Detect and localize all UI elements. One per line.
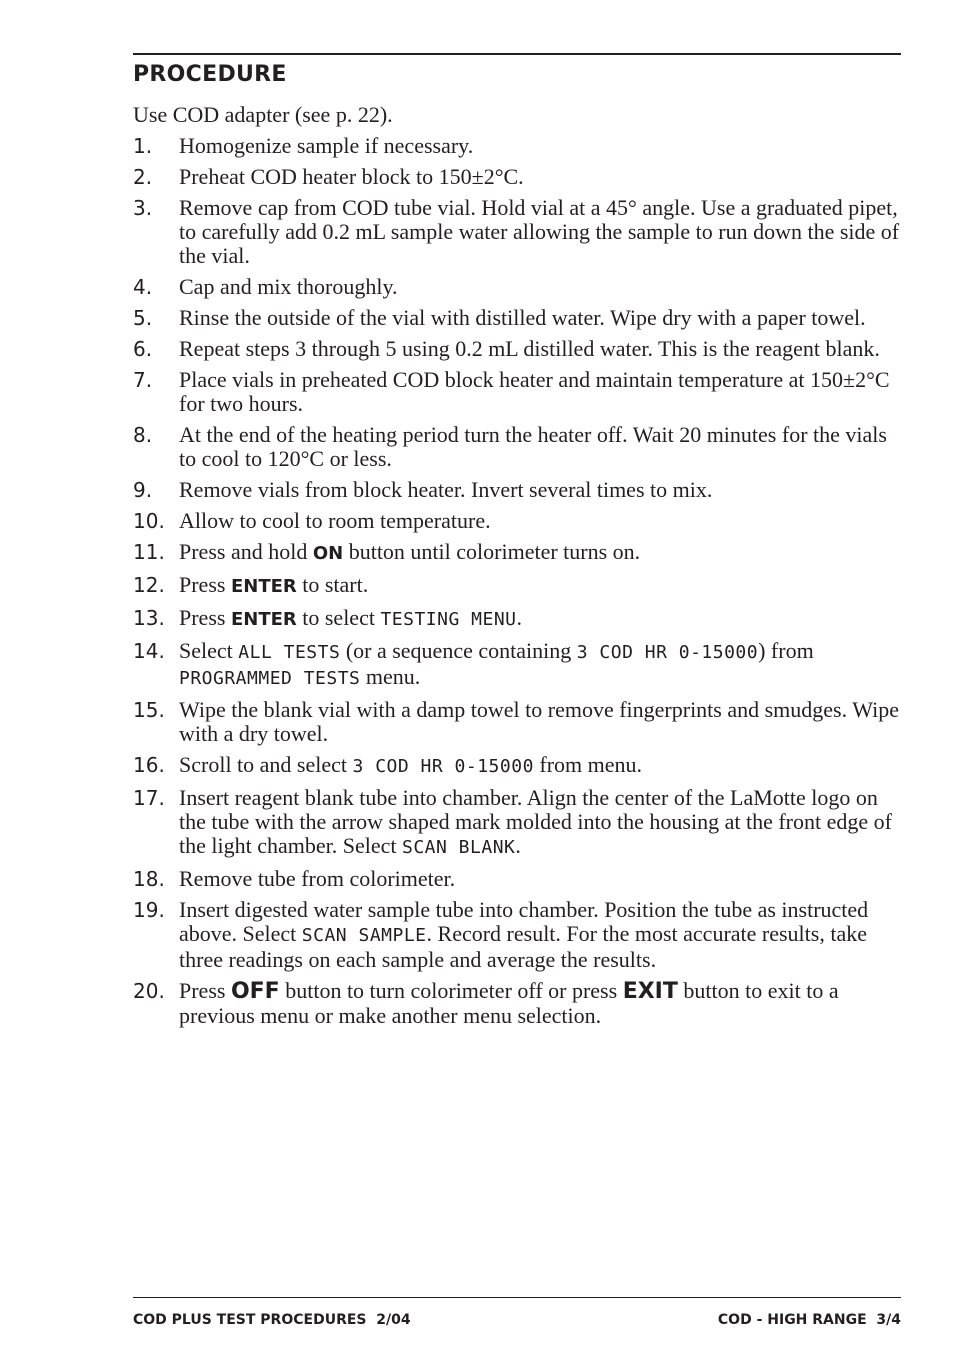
text-run: Press: [179, 572, 231, 597]
display-text: PROGRAMMED TESTS: [179, 668, 361, 689]
button-name: ON: [312, 543, 344, 564]
procedure-step: [133, 134, 901, 158]
text-run: .: [516, 605, 522, 630]
text-run: Remove tube from colorimeter.: [179, 866, 456, 891]
step-text: [179, 897, 868, 972]
step-text: [179, 697, 899, 746]
step-number: 4.: [133, 275, 153, 299]
display-text: 3 COD HR 0-15000: [352, 756, 534, 777]
step-number: 14.: [133, 639, 165, 663]
section-heading: PROCEDURE: [133, 62, 287, 87]
text-run: Repeat steps 3 through 5 using 0.2 mL distilled water. This is the reagent blank.: [179, 336, 880, 361]
step-text: [179, 274, 398, 299]
text-run: from menu.: [533, 752, 643, 777]
step-text: [179, 477, 712, 502]
display-text: SCAN BLANK: [402, 837, 516, 858]
procedure-step: [133, 979, 901, 1028]
step-text: [179, 572, 368, 597]
step-number: 12.: [133, 573, 165, 597]
procedure-step: [133, 165, 901, 189]
step-number: 2.: [133, 165, 153, 189]
step-number: 10.: [133, 509, 165, 533]
text-run: to start.: [296, 572, 369, 597]
text-run: .: [515, 833, 521, 858]
step-number: 11.: [133, 540, 165, 564]
text-run: Insert reagent blank tube into chamber. Align the center of the LaMotte logo on the tube with the arrow shaped mark molded into the housing at the front edge of the light chamber. Select: [179, 785, 892, 858]
top-rule: [133, 53, 901, 55]
procedure-step: [133, 196, 901, 268]
procedure-step: [133, 898, 901, 972]
procedure-step: [133, 639, 901, 691]
step-number: 8.: [133, 423, 153, 447]
procedure-step: [133, 478, 901, 502]
procedure-step: [133, 606, 901, 632]
step-number: 19.: [133, 898, 165, 922]
procedure-step: [133, 275, 901, 299]
text-run: button to exit to a previous menu or make another menu selection.: [179, 978, 839, 1028]
text-run: Homogenize sample if necessary.: [179, 133, 474, 158]
step-number: 16.: [133, 753, 165, 777]
text-run: Press and hold: [179, 539, 313, 564]
procedure-step: [133, 509, 901, 533]
step-text: [179, 605, 522, 630]
procedure-step: [133, 306, 901, 330]
text-run: Scroll to and select: [179, 752, 353, 777]
step-text: [179, 539, 640, 564]
button-name: EXIT: [622, 979, 678, 1004]
procedure-step: [133, 753, 901, 779]
display-text: TESTING MENU: [380, 609, 517, 630]
step-text: [179, 978, 839, 1028]
step-number: 13.: [133, 606, 165, 630]
text-run: button to turn colorimeter off or press: [279, 978, 623, 1003]
text-run: Press: [179, 605, 231, 630]
text-run: . Record result. For the most accurate results, take three readings on each sample and average the results.: [179, 921, 867, 972]
step-text: [179, 195, 899, 268]
step-number: 20.: [133, 979, 165, 1003]
text-run: button until colorimeter turns on.: [343, 539, 641, 564]
footer-left: COD PLUS TEST PROCEDURES 2/04: [133, 1312, 411, 1328]
bottom-rule: [133, 1297, 901, 1298]
procedure-step: [133, 540, 901, 566]
step-number: 1.: [133, 134, 153, 158]
step-text: [179, 638, 814, 689]
button-name: ENTER: [230, 609, 297, 630]
intro-text: Use COD adapter (see p. 22).: [133, 102, 393, 127]
text-run: Allow to cool to room temperature.: [179, 508, 491, 533]
procedure-step: [133, 337, 901, 361]
text-run: menu.: [360, 664, 421, 689]
text-run: Remove vials from block heater. Invert several times to mix.: [179, 477, 713, 502]
text-run: Rinse the outside of the vial with distilled water. Wipe dry with a paper towel.: [179, 305, 866, 330]
text-run: Preheat COD heater block to 150±2°C.: [179, 164, 524, 189]
step-number: 6.: [133, 337, 153, 361]
step-text: [179, 305, 866, 330]
step-text: [179, 752, 642, 777]
procedure-steps: [133, 134, 901, 1035]
step-number: 3.: [133, 196, 153, 220]
step-number: 17.: [133, 786, 165, 810]
text-run: Place vials in preheated COD block heater and maintain temperature at 150±2°C for two hours.: [179, 367, 890, 416]
procedure-step: [133, 786, 901, 860]
text-run: Remove cap from COD tube vial. Hold vial at a 45° angle. Use a graduated pipet, to carefully add 0.2 mL sample water allowing the sample to run down the side of the vial.: [179, 195, 900, 268]
step-text: [179, 336, 880, 361]
step-text: [179, 367, 890, 416]
text-run: Select: [179, 638, 239, 663]
display-text: 3 COD HR 0-15000: [576, 642, 759, 663]
step-number: 15.: [133, 698, 165, 722]
procedure-step: [133, 368, 901, 416]
button-name: ENTER: [230, 576, 297, 597]
step-text: [179, 133, 473, 158]
step-number: 5.: [133, 306, 153, 330]
text-run: Press: [179, 978, 231, 1003]
step-text: [179, 866, 455, 891]
step-text: [179, 785, 892, 858]
footer-right: COD - HIGH RANGE 3/4: [717, 1312, 901, 1328]
step-number: 18.: [133, 867, 165, 891]
step-number: 9.: [133, 478, 153, 502]
text-run: ) from: [758, 638, 814, 663]
step-text: [179, 164, 524, 189]
procedure-step: [133, 573, 901, 599]
procedure-step: [133, 867, 901, 891]
procedure-step: [133, 698, 901, 746]
text-run: Wipe the blank vial with a damp towel to remove fingerprints and smudges. Wipe with a dry towel.: [179, 697, 899, 746]
text-run: Cap and mix thoroughly.: [179, 274, 398, 299]
text-run: At the end of the heating period turn the heater off. Wait 20 minutes for the vials to cool to 120°C or less.: [179, 422, 887, 471]
button-name: OFF: [230, 979, 280, 1004]
text-run: Insert digested water sample tube into chamber. Position the tube as instructed above. Select: [179, 897, 869, 946]
procedure-step: [133, 423, 901, 471]
text-run: (or a sequence containing: [340, 638, 577, 663]
display-text: SCAN SAMPLE: [301, 925, 427, 946]
display-text: ALL TESTS: [238, 642, 341, 663]
text-run: to select: [296, 605, 381, 630]
step-text: [179, 422, 887, 471]
step-number: 7.: [133, 368, 153, 392]
step-text: [179, 508, 491, 533]
